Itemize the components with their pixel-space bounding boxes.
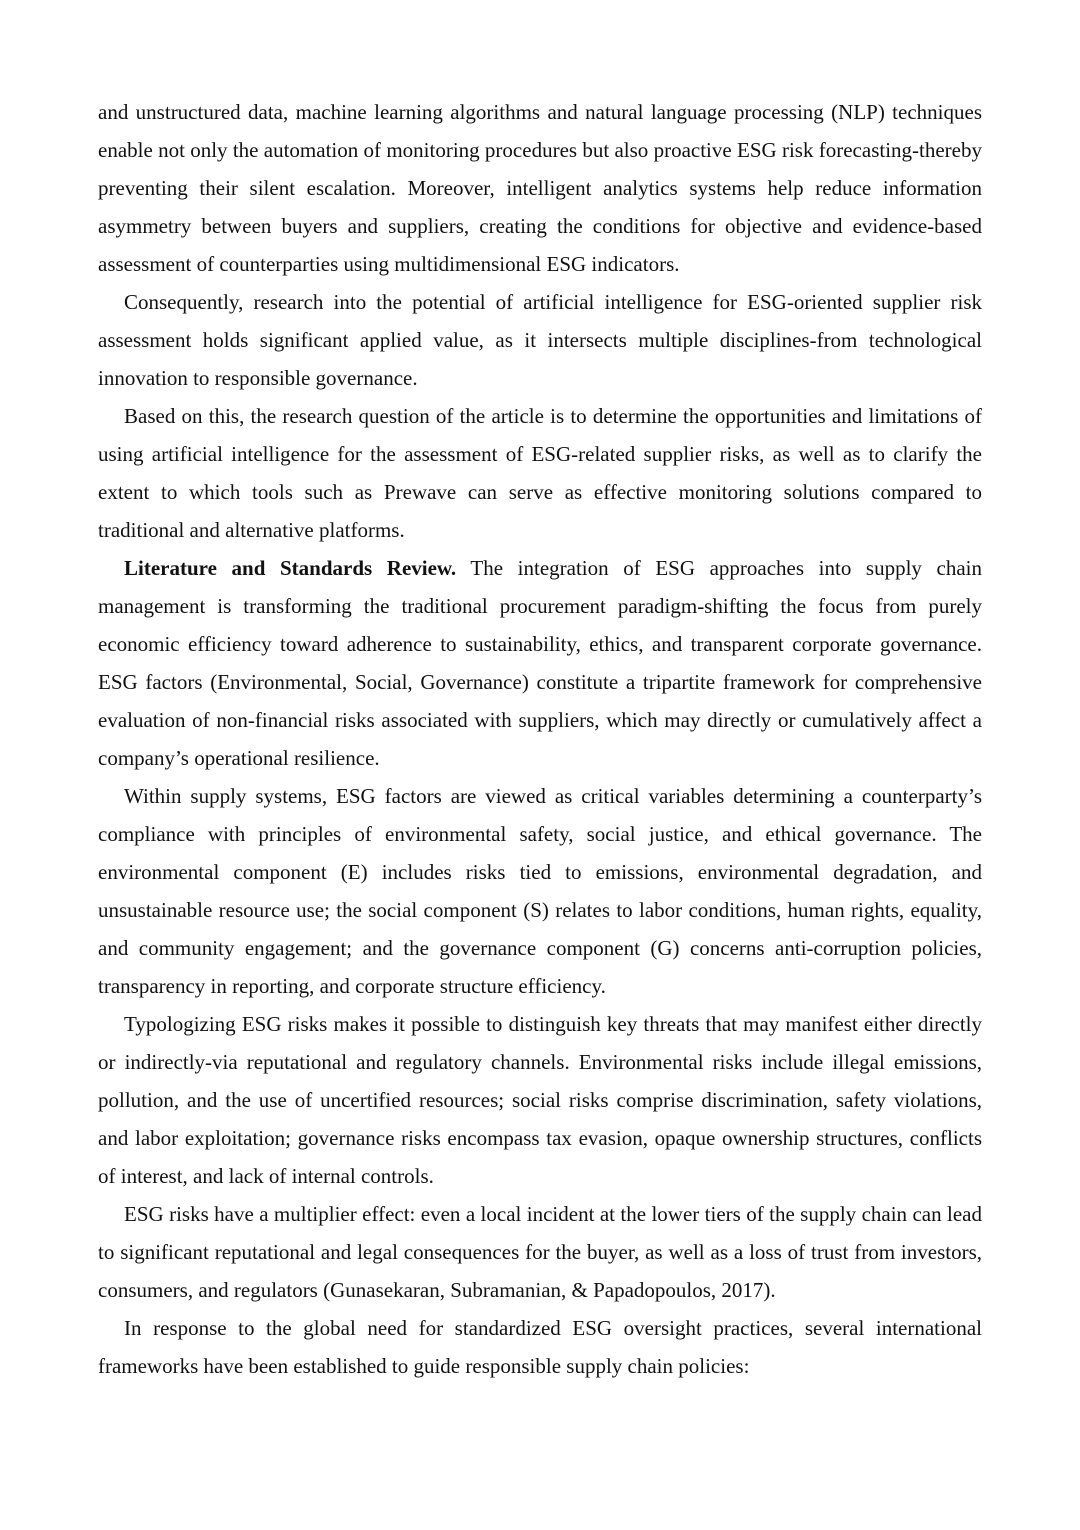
section-heading-literature-review: Literature and Standards Review. bbox=[124, 556, 457, 580]
paragraph-multiplier-effect: ESG risks have a multiplier effect: even a local incident at the lower tiers of the supply chain can lead to significant reputational and legal consequences for the buyer, as well as a loss of trust from investors, consumers, and regulators (Gunasekaran, Subramanian, & Papadopoulos, 2017). bbox=[98, 1202, 982, 1302]
paragraph-esg-risk-typology: Typologizing ESG risks makes it possible to distinguish key threats that may manifest either directly or indirectly-via reputational and regulatory channels. Environmental risks include illegal emissions, pollution, and the use of uncertified resources; social risks comprise discrimination, safety violations, and labor exploitation; governance risks encompass tax evasion, opaque ownership structures, conflicts of interest, and lack of internal controls. bbox=[98, 1012, 982, 1188]
paragraph-esg-components: Within supply systems, ESG factors are viewed as critical variables determining a counterparty’s compliance with principles of environmental safety, social justice, and ethical governance. The environmental component (E) includes risks tied to emissions, environmental degradation, and unsustainable resource use; the social component (S) relates to labor conditions, human rights, equality, and community engagement; and the governance component (G) concerns anti-corruption policies, transparency in reporting, and corporate structure efficiency. bbox=[98, 784, 982, 998]
paragraph-literature-review-body: The integration of ESG approaches into supply chain management is transforming the traditional procurement paradigm-shifting the focus from purely economic efficiency toward adherence to sustainability, ethics, and transparent corporate governance. ESG factors (Environmental, Social, Governance) constitute a tripartite framework for comprehensive evaluation of non-financial risks associated with suppliers, which may directly or cumulatively affect a company’s operational resilience. bbox=[98, 556, 983, 770]
paragraph-international-frameworks: In response to the global need for standardized ESG oversight practices, several international frameworks have been established to guide responsible supply chain policies: bbox=[98, 1316, 982, 1378]
document-page bbox=[98, 93, 982, 1385]
paragraph-continuation: and unstructured data, machine learning algorithms and natural language processing (NLP) techniques enable not only the automation of monitoring procedures but also proactive ESG risk forecasting-thereby preventing their silent escalation. Moreover, intelligent analytics systems help reduce information asymmetry between buyers and suppliers, creating the conditions for objective and evidence-based assessment of counterparties using multidimensional ESG indicators. bbox=[98, 100, 982, 276]
paragraph-ai-research-value: Consequently, research into the potential of artificial intelligence for ESG-oriented supplier risk assessment holds significant applied value, as it intersects multiple disciplines-from technological innovation to responsible governance. bbox=[98, 290, 982, 390]
paragraph-research-question: Based on this, the research question of the article is to determine the opportunities and limitations of using artificial intelligence for the assessment of ESG-related supplier risks, as well as to clarify the extent to which tools such as Prewave can serve as effective monitoring solutions compared to traditional and alternative platforms. bbox=[98, 404, 982, 542]
paragraph-literature-review bbox=[98, 549, 982, 777]
